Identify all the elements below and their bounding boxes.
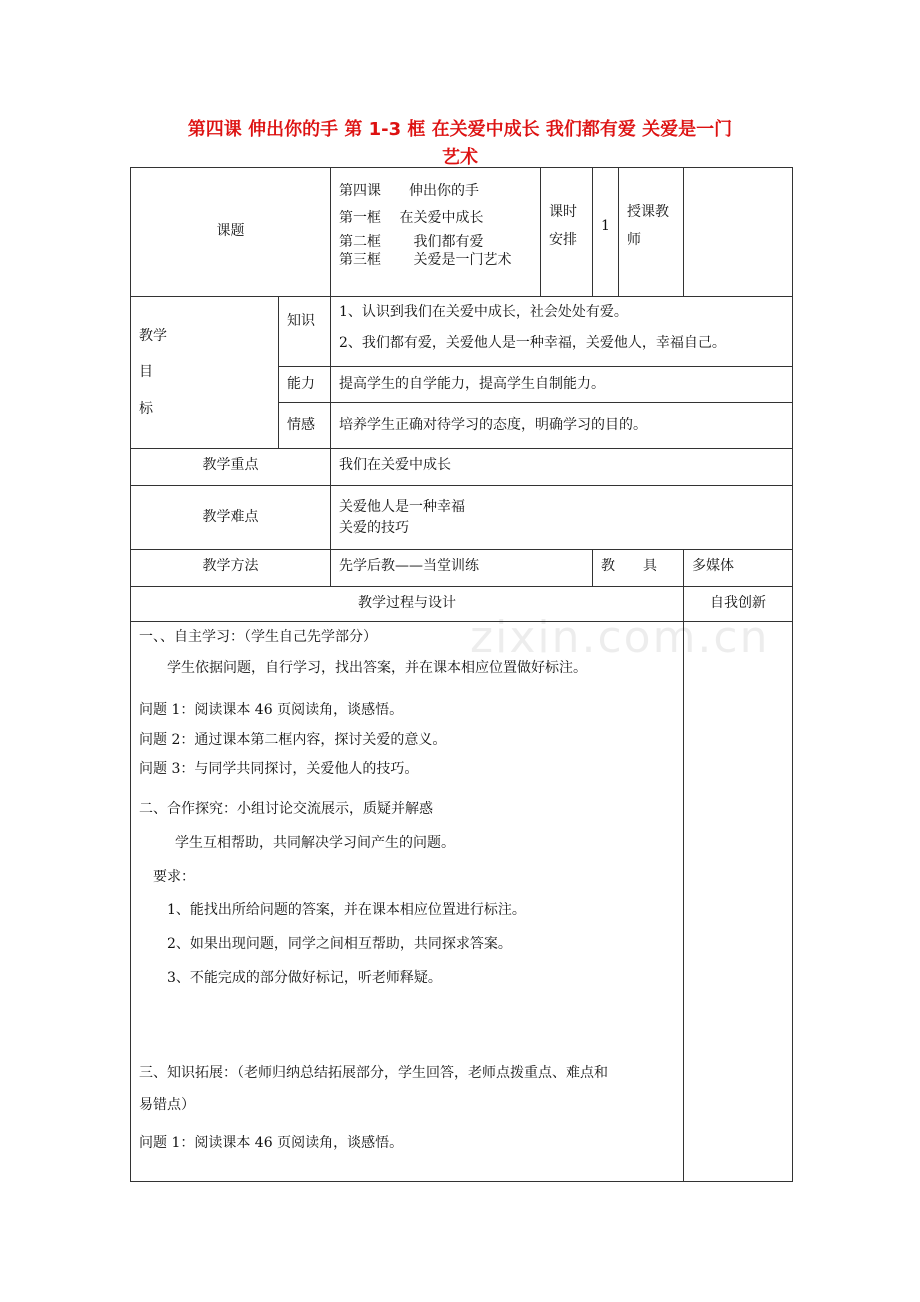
process-body-cell: [131, 621, 684, 1181]
topic-line: 第四课 伸出你的手: [339, 183, 479, 199]
hours-value: 1: [601, 218, 610, 234]
emotion-label-cell: [279, 403, 331, 449]
requirement-item: 1、能找出所给问题的答案，并在课本相应位置进行标注。: [167, 902, 526, 919]
process-header: 教学过程与设计: [358, 595, 456, 611]
tools-label: 教 具: [601, 558, 657, 574]
key-point-text: 我们在关爱中成长: [339, 457, 451, 473]
topic-line: 第一框 在关爱中成长: [339, 210, 484, 227]
tools-text: 多媒体: [692, 558, 734, 574]
requirement-item: 2、如果出现问题，同学之间相互帮助，共同探求答案。: [167, 935, 512, 952]
requirement-label: 要求：: [153, 868, 195, 885]
knowledge-label: 知识: [287, 313, 315, 329]
knowledge-label-cell: [279, 297, 331, 367]
self-innovation-cell: [684, 621, 793, 1181]
difficulty-label-cell: [131, 486, 331, 550]
emotion-text: 培养学生正确对待学习的态度，明确学习的目的。: [339, 416, 647, 433]
teacher-label-cell: [619, 168, 684, 297]
goals-label-cell: [131, 297, 279, 449]
topic-line: 第三框 关爱是一门艺术: [339, 252, 512, 269]
goals-label-part: 目: [139, 364, 153, 381]
hours-label: 课时安排: [549, 204, 577, 248]
difficulty-item: 关爱的技巧: [339, 519, 409, 536]
lesson-plan-table: [130, 167, 793, 1182]
knowledge-item: 1、认识到我们在关爱中成长，社会处处有爱。: [339, 304, 628, 320]
topic-cell: [331, 168, 541, 297]
topic-line: 第二框 我们都有爱: [339, 233, 484, 250]
section-title-continued: 易错点）: [139, 1096, 195, 1113]
topic-label: 课题: [216, 223, 245, 240]
document-title-line-2: 艺术: [442, 147, 478, 168]
ability-cell: [331, 367, 793, 403]
key-point-label-cell: [131, 449, 331, 486]
difficulty-cell: [331, 486, 793, 550]
document-title-line-1: 第四课 伸出你的手 第 1-3 框 在关爱中成长 我们都有爱 关爱是一门: [187, 119, 733, 140]
question: 问题 3：与同学共同探讨，关爱他人的技巧。: [139, 761, 419, 778]
teacher-label: 授课教师: [627, 204, 669, 248]
emotion-label: 情感: [287, 416, 315, 433]
paragraph: 学生依据问题，自行学习，找出答案，并在课本相应位置做好标注。: [167, 660, 587, 677]
section-title: 三、知识拓展：（老师归纳总结拓展部分，学生回答，老师点拨重点、难点和: [139, 1065, 608, 1082]
ability-label-cell: [279, 367, 331, 403]
section-title: 二、合作探究：小组讨论交流展示，质疑并解惑: [139, 801, 433, 818]
method-cell: [331, 550, 593, 587]
emotion-cell: [331, 403, 793, 449]
question: 问题 1：阅读课本 46 页阅读角，谈感悟。: [139, 702, 404, 719]
method-label-cell: [131, 550, 331, 587]
paragraph: 学生互相帮助，共同解决学习间产生的问题。: [175, 834, 455, 851]
goals-label-part: 标: [139, 400, 153, 417]
hours-label-cell: [541, 168, 593, 297]
question: 问题 2：通过课本第二框内容，探讨关爱的意义。: [139, 731, 447, 748]
goals-label-part: 教学: [139, 327, 167, 344]
key-point-label: 教学重点: [202, 457, 259, 473]
key-point-cell: [331, 449, 793, 486]
self-innovation-header: 自我创新: [710, 595, 766, 611]
hours-value-cell: [593, 168, 619, 297]
teacher-value-cell: [684, 168, 793, 297]
ability-label: 能力: [287, 375, 315, 392]
tools-label-cell: [593, 550, 684, 587]
knowledge-item: 2、我们都有爱，关爱他人是一种幸福，关爱他人，幸福自己。: [339, 334, 726, 351]
watermark: zixin.com.cn: [470, 612, 770, 663]
difficulty-item: 关爱他人是一种幸福: [339, 499, 465, 516]
method-text: 先学后教——当堂训练: [339, 558, 479, 574]
section-title: 一、、自主学习：（学生自己先学部分）: [139, 628, 377, 645]
difficulty-label: 教学难点: [202, 508, 259, 525]
knowledge-cell: [331, 297, 793, 367]
method-label: 教学方法: [202, 558, 259, 574]
question: 问题 1：阅读课本 46 页阅读角，谈感悟。: [139, 1134, 404, 1151]
ability-text: 提高学生的自学能力，提高学生自制能力。: [339, 375, 605, 392]
topic-label-cell: [131, 168, 331, 297]
tools-cell: [684, 550, 793, 587]
requirement-item: 3、不能完成的部分做好标记，听老师释疑。: [167, 969, 442, 986]
